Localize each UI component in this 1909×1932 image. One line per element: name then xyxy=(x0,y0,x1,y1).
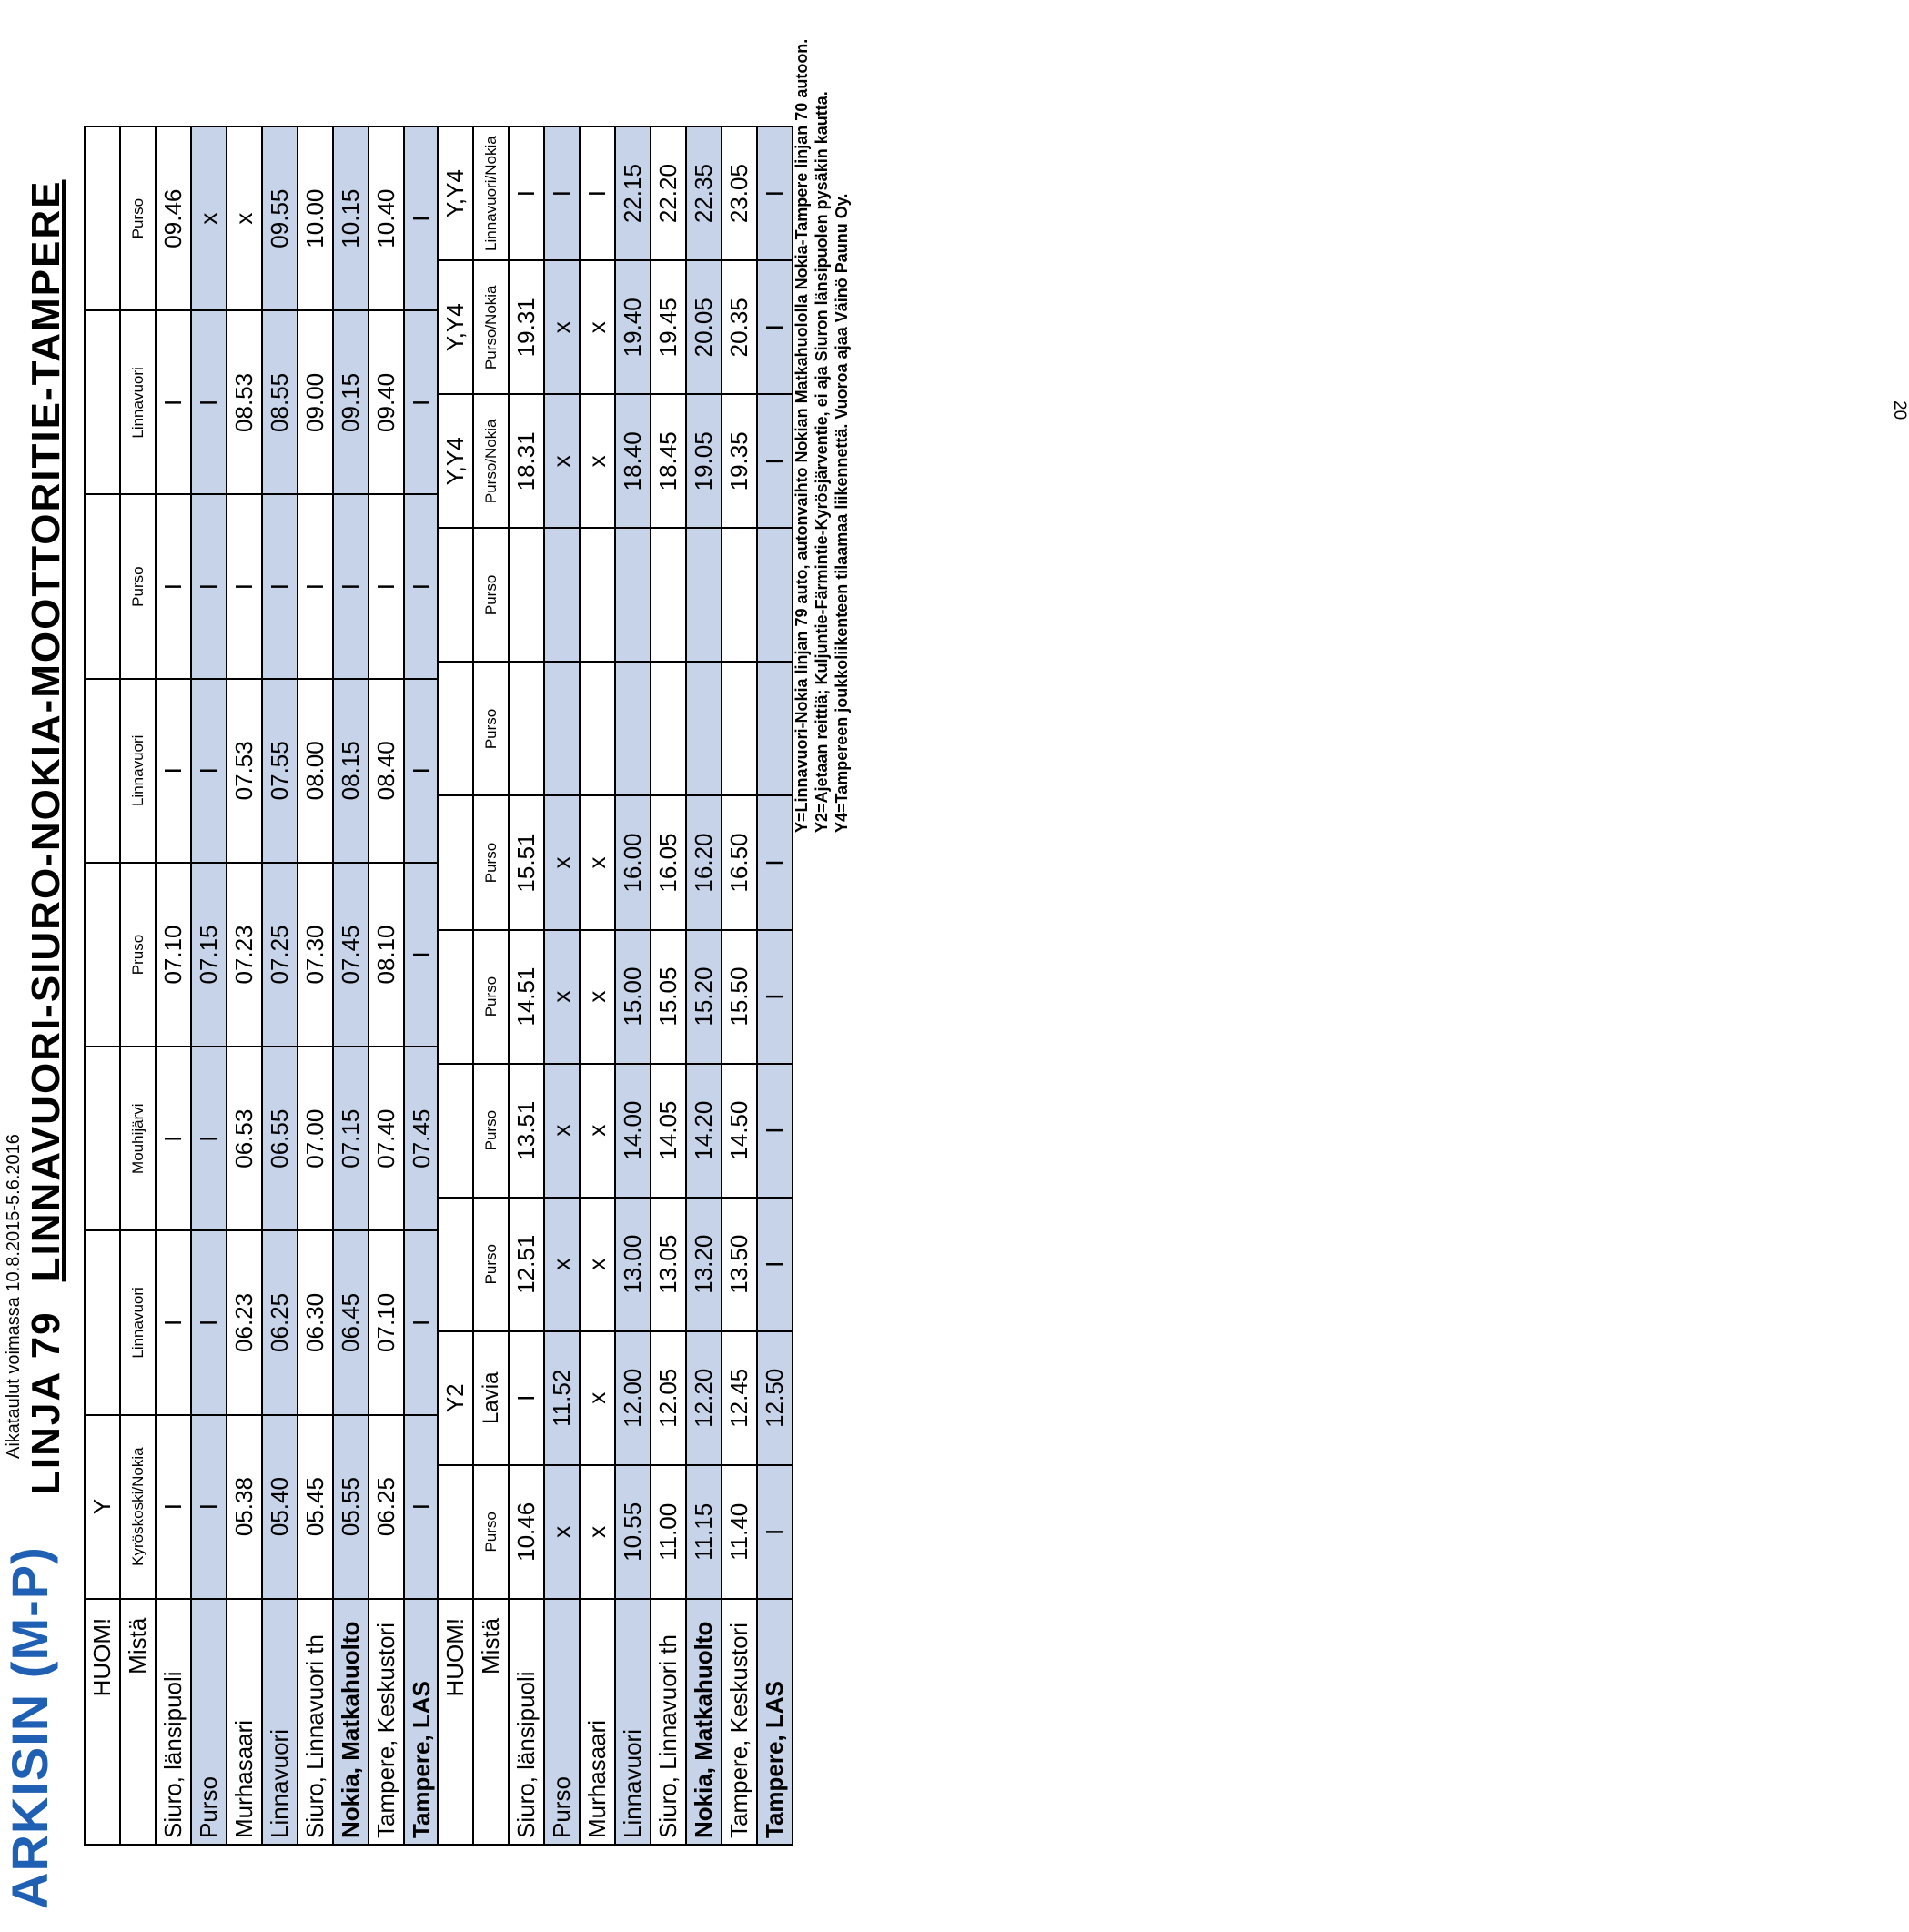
departure-time: 08.40 xyxy=(369,679,404,863)
stop-name: Murhasaari xyxy=(580,1599,615,1845)
departure-time: 10.46 xyxy=(509,1465,544,1599)
trip-code xyxy=(438,1198,473,1331)
departure-time: I xyxy=(369,495,404,679)
departure-time xyxy=(615,662,651,795)
trip-code: Y xyxy=(85,1415,120,1599)
stop-name: Tampere, Keskustori xyxy=(722,1599,757,1845)
departure-time: 06.23 xyxy=(227,1230,262,1414)
departure-time: I xyxy=(757,1198,793,1331)
departure-time: 06.55 xyxy=(262,1047,298,1230)
departure-time: I xyxy=(191,310,227,494)
trip-origin-via: Purso/Nokia xyxy=(473,260,509,394)
departure-time: 12.05 xyxy=(651,1331,686,1465)
departure-time: 14.00 xyxy=(615,1064,651,1198)
trip-code xyxy=(438,662,473,795)
trip-code xyxy=(85,126,120,310)
departure-time: 05.55 xyxy=(333,1415,369,1599)
stop-name: Siuro, Linnavuori th xyxy=(651,1599,686,1845)
departure-time: 12.00 xyxy=(615,1331,651,1465)
departure-time: I xyxy=(757,795,793,929)
line-title xyxy=(24,180,69,1496)
stop-name: Purso xyxy=(544,1599,580,1845)
trip-origin-via: Purso xyxy=(473,795,509,929)
departure-time: 15.51 xyxy=(509,795,544,929)
trip-origin-via: Lavia xyxy=(473,1331,509,1465)
trip-origin-via: Purso xyxy=(473,662,509,795)
departure-time: x xyxy=(580,394,615,528)
departure-time: 15.00 xyxy=(615,930,651,1064)
departure-time: x xyxy=(580,260,615,394)
departure-time: 16.05 xyxy=(651,795,686,929)
departure-time: 07.25 xyxy=(262,863,298,1047)
trip-origin-via: Linnavuori xyxy=(120,679,156,863)
departure-time: x xyxy=(580,795,615,929)
stop-name: Purso xyxy=(191,1599,227,1845)
departure-time: 09.00 xyxy=(298,310,333,494)
departure-time: 08.53 xyxy=(227,310,262,494)
departure-time: 13.00 xyxy=(615,1198,651,1331)
trip-origin-via: Purso xyxy=(120,126,156,310)
trip-origin-via: Linnavuori xyxy=(120,310,156,494)
departure-time: I xyxy=(156,1230,191,1414)
departure-time xyxy=(544,528,580,662)
departure-time: I xyxy=(191,1230,227,1414)
departure-time: 16.00 xyxy=(615,795,651,929)
trip-origin-via: Linnavuori/Nokia xyxy=(473,126,509,260)
departure-time: 16.50 xyxy=(722,795,757,929)
departure-time: 12.50 xyxy=(757,1331,793,1465)
stop-name: Murhasaari xyxy=(227,1599,262,1845)
departure-time: x xyxy=(544,795,580,929)
departure-time: x xyxy=(191,126,227,310)
departure-time: 12.51 xyxy=(509,1198,544,1331)
departure-time: I xyxy=(156,679,191,863)
departure-time: 10.15 xyxy=(333,126,369,310)
departure-time: I xyxy=(262,495,298,679)
departure-time: 13.20 xyxy=(686,1198,722,1331)
departure-time: 15.05 xyxy=(651,930,686,1064)
departure-time: 07.40 xyxy=(369,1047,404,1230)
departure-time: 11.00 xyxy=(651,1465,686,1599)
departure-time: I xyxy=(404,126,439,310)
departure-time: x xyxy=(544,1465,580,1599)
departure-time: 11.40 xyxy=(722,1465,757,1599)
departure-time: 18.31 xyxy=(509,394,544,528)
departure-time: 06.30 xyxy=(298,1230,333,1414)
trip-code xyxy=(438,930,473,1064)
departure-time: 06.25 xyxy=(262,1230,298,1414)
departure-time: 20.05 xyxy=(686,260,722,394)
departure-time: x xyxy=(544,394,580,528)
trip-code xyxy=(438,1465,473,1599)
departure-time: 19.40 xyxy=(615,260,651,394)
rotated-timetable-sheet xyxy=(0,0,874,1932)
departure-time: 16.20 xyxy=(686,795,722,929)
departure-time xyxy=(544,662,580,795)
departure-time: I xyxy=(333,495,369,679)
departure-time: 13.50 xyxy=(722,1198,757,1331)
stop-name: Siuro, länsipuoli xyxy=(156,1599,191,1845)
departure-time: I xyxy=(191,1415,227,1599)
trip-code xyxy=(438,528,473,662)
trip-origin-via: Mouhijärvi xyxy=(120,1047,156,1230)
departure-time: 13.05 xyxy=(651,1198,686,1331)
page-number: 20 xyxy=(1890,400,1909,420)
departure-time: 07.10 xyxy=(369,1230,404,1414)
footnote-y2: Y2=Ajetaan reittiä; Kuljuntie-Färmintie-Kyrösjärventie, ei aja Siuron länsipuolen pysäkin kautta. xyxy=(813,91,831,833)
departure-time xyxy=(509,528,544,662)
departure-time: I xyxy=(404,1415,439,1599)
trip-code xyxy=(85,495,120,679)
departure-time: 06.45 xyxy=(333,1230,369,1414)
trip-code xyxy=(438,795,473,929)
line-number: LINJA 79 xyxy=(24,1310,68,1495)
huom-label: HUOM! xyxy=(85,1599,120,1845)
departure-time: I xyxy=(404,310,439,494)
departure-time: I xyxy=(757,260,793,394)
departure-time: 18.45 xyxy=(651,394,686,528)
timetable-morning xyxy=(84,126,440,1846)
departure-time: x xyxy=(227,126,262,310)
departure-time: I xyxy=(509,126,544,260)
departure-time xyxy=(722,528,757,662)
departure-time: 14.50 xyxy=(722,1064,757,1198)
departure-time: I xyxy=(404,1230,439,1414)
trip-origin-via: Purso xyxy=(473,1465,509,1599)
departure-time xyxy=(686,528,722,662)
departure-time: 12.20 xyxy=(686,1331,722,1465)
departure-time: 06.53 xyxy=(227,1047,262,1230)
trip-code: Y,Y4 xyxy=(438,126,473,260)
departure-time: I xyxy=(404,863,439,1047)
departure-time: 22.35 xyxy=(686,126,722,260)
trip-origin-via: Kyröskoski/Nokia xyxy=(120,1415,156,1599)
route-name: LINNAVUORI-SIURO-NOKIA-MOOTTORITIE-TAMPERE xyxy=(24,179,68,1282)
departure-time: 07.10 xyxy=(156,863,191,1047)
stop-name: Nokia, Matkahuolto xyxy=(686,1599,722,1845)
departure-time: 22.15 xyxy=(615,126,651,260)
departure-time: 15.20 xyxy=(686,930,722,1064)
departure-time: 18.40 xyxy=(615,394,651,528)
mista-label: Mistä xyxy=(120,1599,156,1845)
footnote-y4: Y4=Tampereen joukkoliikenteen tilaamaa liikennettä. Vuoroa ajaa Väinö Paunu Oy. xyxy=(833,193,851,833)
trip-origin-via: Pruso xyxy=(120,863,156,1047)
departure-time: I xyxy=(757,930,793,1064)
trip-code xyxy=(85,863,120,1047)
departure-time: 11.52 xyxy=(544,1331,580,1465)
departure-time: x xyxy=(580,930,615,1064)
trip-origin-via: Purso/Nokia xyxy=(473,394,509,528)
departure-time: I xyxy=(191,679,227,863)
trip-code xyxy=(85,679,120,863)
stop-name: Tampere, LAS xyxy=(757,1599,793,1845)
departure-time: 09.15 xyxy=(333,310,369,494)
departure-time: 22.20 xyxy=(651,126,686,260)
departure-time: I xyxy=(757,1064,793,1198)
trip-code: Y,Y4 xyxy=(438,260,473,394)
departure-time: 12.45 xyxy=(722,1331,757,1465)
departure-time: 19.35 xyxy=(722,394,757,528)
departure-time: 14.05 xyxy=(651,1064,686,1198)
departure-time: I xyxy=(404,495,439,679)
departure-time: I xyxy=(156,495,191,679)
stop-name: Linnavuori xyxy=(262,1599,298,1845)
departure-time: I xyxy=(580,126,615,260)
departure-time: 07.15 xyxy=(333,1047,369,1230)
departure-time: I xyxy=(404,679,439,863)
departure-time: 07.00 xyxy=(298,1047,333,1230)
stop-name: Siuro, Linnavuori th xyxy=(298,1599,333,1845)
stop-name: Linnavuori xyxy=(615,1599,651,1845)
departure-time: 13.51 xyxy=(509,1064,544,1198)
departure-time: I xyxy=(156,1047,191,1230)
departure-time: I xyxy=(191,495,227,679)
departure-time: I xyxy=(757,126,793,260)
trip-origin-via: Purso xyxy=(473,930,509,1064)
departure-time: I xyxy=(191,1047,227,1230)
departure-time: I xyxy=(757,394,793,528)
departure-time: x xyxy=(544,260,580,394)
departure-time: x xyxy=(580,1198,615,1331)
departure-time: 08.15 xyxy=(333,679,369,863)
departure-time: 05.40 xyxy=(262,1415,298,1599)
departure-time: 07.55 xyxy=(262,679,298,863)
departure-time xyxy=(580,662,615,795)
footnotes xyxy=(792,39,852,833)
stop-name: Siuro, länsipuoli xyxy=(509,1599,544,1845)
departure-time: 08.55 xyxy=(262,310,298,494)
stop-name: Tampere, Keskustori xyxy=(369,1599,404,1845)
footnote-y: Y=Linnavuori-Nokia linjan 79 auto, autonvaihto Nokian Matkahuololla Nokia-Tampere linjan 70 autoon. xyxy=(793,38,811,833)
departure-time xyxy=(615,528,651,662)
departure-time: 09.55 xyxy=(262,126,298,310)
departure-time: I xyxy=(757,1465,793,1599)
trip-origin-via: Purso xyxy=(120,495,156,679)
departure-time: 15.50 xyxy=(722,930,757,1064)
departure-time: 05.45 xyxy=(298,1415,333,1599)
trip-code xyxy=(85,310,120,494)
departure-time: 07.30 xyxy=(298,863,333,1047)
departure-time: 20.35 xyxy=(722,260,757,394)
trip-code: Y2 xyxy=(438,1331,473,1465)
departure-time: x xyxy=(544,930,580,1064)
departure-time: x xyxy=(580,1064,615,1198)
departure-time: 10.55 xyxy=(615,1465,651,1599)
departure-time: x xyxy=(580,1465,615,1599)
departure-time: x xyxy=(544,1064,580,1198)
mista-label: Mistä xyxy=(473,1599,509,1845)
departure-time: I xyxy=(509,1331,544,1465)
stop-name: Nokia, Matkahuolto xyxy=(333,1599,369,1845)
departure-time: 19.31 xyxy=(509,260,544,394)
departure-time: 10.00 xyxy=(298,126,333,310)
trip-code xyxy=(85,1230,120,1414)
departure-time: 07.53 xyxy=(227,679,262,863)
departure-time xyxy=(686,662,722,795)
departure-time xyxy=(580,528,615,662)
departure-time: I xyxy=(227,495,262,679)
trip-origin-via: Linnavuori xyxy=(120,1230,156,1414)
departure-time: 07.23 xyxy=(227,863,262,1047)
departure-time: 14.51 xyxy=(509,930,544,1064)
departure-time: x xyxy=(580,1331,615,1465)
departure-time: 08.10 xyxy=(369,863,404,1047)
departure-time: I xyxy=(156,1415,191,1599)
departure-time: 10.40 xyxy=(369,126,404,310)
huom-label: HUOM! xyxy=(438,1599,473,1845)
departure-time: 09.40 xyxy=(369,310,404,494)
departure-time: 08.00 xyxy=(298,679,333,863)
departure-time: 09.46 xyxy=(156,126,191,310)
departure-time: I xyxy=(298,495,333,679)
departure-time: 19.05 xyxy=(686,394,722,528)
departure-time: 14.20 xyxy=(686,1064,722,1198)
departure-time: 07.45 xyxy=(404,1047,439,1230)
departure-time xyxy=(757,662,793,795)
departure-time xyxy=(722,662,757,795)
departure-time: 07.15 xyxy=(191,863,227,1047)
departure-time: I xyxy=(156,310,191,494)
departure-time xyxy=(757,528,793,662)
departure-time: I xyxy=(544,126,580,260)
stop-name: Tampere, LAS xyxy=(404,1599,439,1845)
trip-origin-via: Purso xyxy=(473,1198,509,1331)
departure-time: 23.05 xyxy=(722,126,757,260)
departure-time: 19.45 xyxy=(651,260,686,394)
weekday-title: ARKISIN (M-P) xyxy=(1,1546,58,1909)
trip-code xyxy=(438,1064,473,1198)
departure-time: 05.38 xyxy=(227,1415,262,1599)
departure-time: 11.15 xyxy=(686,1465,722,1599)
departure-time: x xyxy=(544,1198,580,1331)
trip-origin-via: Purso xyxy=(473,528,509,662)
timetable-afternoon xyxy=(437,126,793,1846)
validity-note: Aikataulut voimassa 10.8.2015-5.6.2016 xyxy=(4,1134,24,1459)
departure-time xyxy=(651,662,686,795)
trip-origin-via: Purso xyxy=(473,1064,509,1198)
departure-time: 06.25 xyxy=(369,1415,404,1599)
trip-code: Y,Y4 xyxy=(438,394,473,528)
departure-time xyxy=(509,662,544,795)
departure-time xyxy=(651,528,686,662)
departure-time: 07.45 xyxy=(333,863,369,1047)
trip-code xyxy=(85,1047,120,1230)
